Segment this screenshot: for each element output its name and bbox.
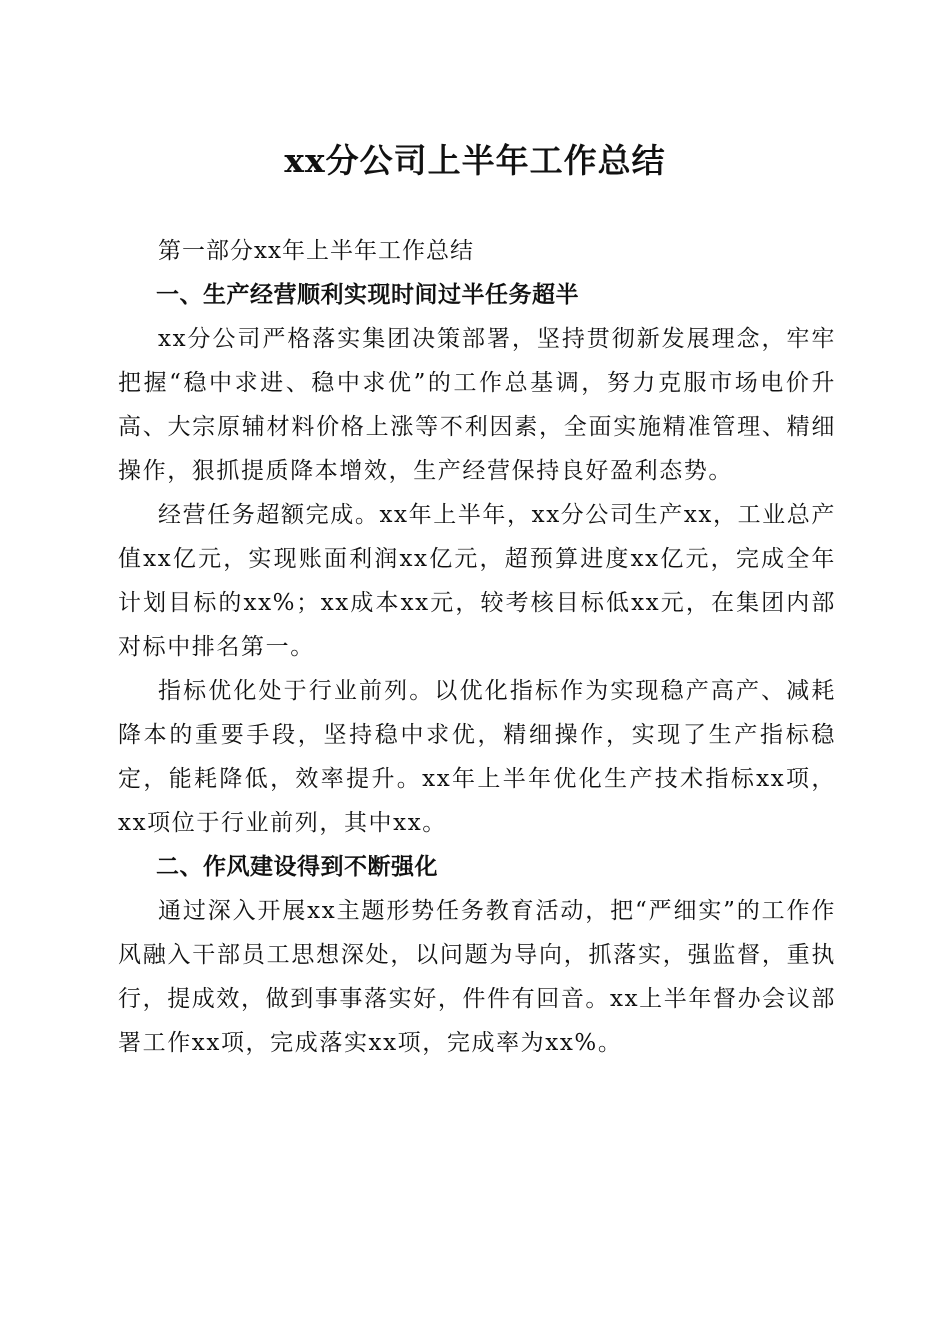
paragraph: xx分公司严格落实集团决策部署，坚持贯彻新发展理念，牢牢把握“稳中求进、稳中求优”的工作总基调，努力克服市场电价升高、大宗原辅材料价格上涨等不利因素，全面实施精准管理、精细操作，狠抓提质降本增效，生产经营保持良好盈利态势。 [118,326,836,484]
paragraph: 经营任务超额完成。xx年上半年，xx分公司生产xx，工业总产值xx亿元，实现账面利润xx亿元，超预算进度xx亿元，完成全年计划目标的xx%；xx成本xx元，较考核目标低xx元，在集团内部对标中排名第一。 [118,502,836,660]
paragraph: 指标优化处于行业前列。以优化指标作为实现稳产高产、减耗降本的重要手段，坚持稳中求优，精细操作，实现了生产指标稳定，能耗降低，效率提升。xx年上半年优化生产技术指标xx项，xx项位于行业前列，其中xx。 [118,678,836,836]
document-body [118,229,836,1065]
part-label: 第一部分xx年上半年工作总结 [158,238,474,264]
document-title: xx分公司上半年工作总结 [284,141,666,180]
section-heading-2: 二、作风建设得到不断强化 [156,854,438,880]
paragraph: 通过深入开展xx主题形势任务教育活动，把“严细实”的工作作风融入干部员工思想深处，以问题为导向，抓落实，强监督，重执行，提成效，做到事事落实好，件件有回音。xx上半年督办会议部署工作xx项，完成落实xx项，完成率为xx%。 [118,898,836,1056]
section-heading-1: 一、生产经营顺利实现时间过半任务超半 [156,282,579,308]
